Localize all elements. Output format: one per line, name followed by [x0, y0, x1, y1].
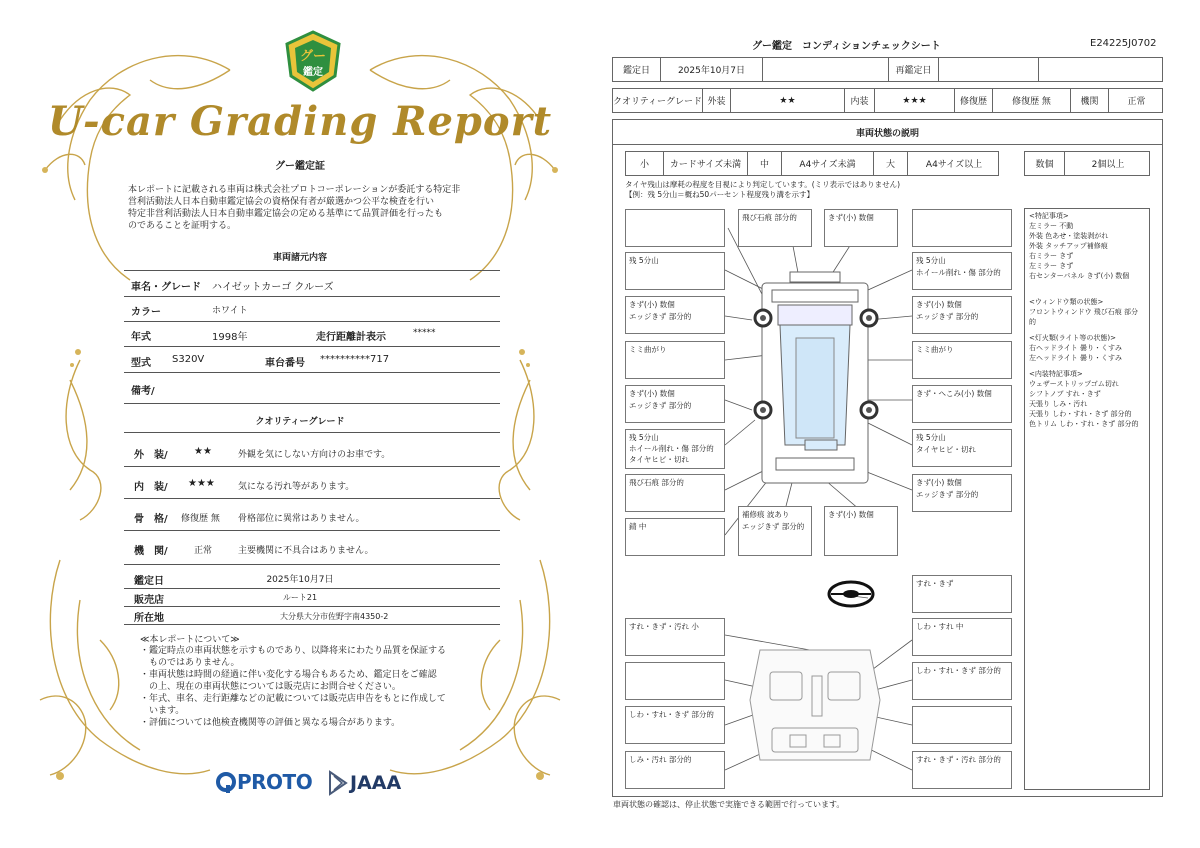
size-large-label: 大 [874, 152, 908, 175]
tire-note-2: 【例：残 5分山＝概ね50パーセント程度残り溝を示す】 [625, 190, 815, 199]
callout-right-arch: ミミ曲がり [912, 341, 1012, 379]
goo-appraisal-badge [283, 30, 343, 92]
model-label: 型式 [131, 358, 151, 369]
appraisal-date-value: 2025年10月7日 [661, 58, 763, 81]
steering-wheel-icon [829, 582, 873, 606]
callout-steering: すれ・きず [912, 575, 1012, 613]
certificate-body [128, 184, 460, 232]
callout-left-front-corner [625, 209, 725, 247]
note-line: 外装 色あせ・塗装剥がれ [1029, 232, 1109, 240]
address-value: 大分県大分市佐野字南4350-2 [280, 612, 389, 621]
shop-value: ルート21 [282, 593, 318, 602]
certificate-line: のであることを証明する。 [128, 221, 237, 231]
callout-right-side-panel: きず・へこみ(小) 数個 [912, 385, 1012, 423]
note-line: 外装 タッチアップ補修痕 [1029, 242, 1108, 250]
callout-top-bumper: 飛び石痕 部分的 [738, 209, 812, 247]
color-value: ホワイト [212, 306, 248, 316]
callout-interior-right-2: しわ・すれ・きず 部分的 [912, 662, 1012, 700]
report-title: U-car Grading Report [47, 98, 553, 145]
mileage-value: ***** [413, 328, 436, 338]
quality-grade-label: クオリティーグレード [613, 89, 703, 112]
appraisal-date-value: 2025年10月7日 [266, 575, 334, 585]
svg-text:グー: グー [299, 49, 327, 64]
callout-left-rear-tire: 残 5分山 ホイール削れ・傷 部分的 タイヤヒビ・切れ [625, 429, 725, 469]
sheet-id: E24225J0702 [1090, 38, 1157, 49]
interior-value: ★★★ [875, 89, 955, 112]
callout-interior-left-3: しわ・すれ・きず 部分的 [625, 706, 725, 744]
mileage-label: 走行距離計表示 [316, 332, 386, 343]
note-line: 左ミラー 不動 [1029, 222, 1074, 230]
exterior-grade-label: 外 装/ [134, 450, 168, 461]
about-item: の上、現在の車両状態については販売店にお問合せください。 [140, 682, 401, 692]
about-item: います。 [140, 706, 185, 716]
proto-mark-icon [215, 771, 237, 793]
count-value: 2個以上 [1091, 160, 1125, 170]
frame-grade-desc: 骨格部位に異常はありません。 [238, 514, 365, 524]
callout-interior-right-1: しわ・すれ 中 [912, 618, 1012, 656]
callout-left-rear-bottom: 錆 中 [625, 518, 725, 556]
state-title: 車両状態の説明 [855, 129, 919, 139]
special-notes-panel [1024, 208, 1150, 790]
repair-history-label: 修復歴 [955, 89, 993, 112]
frame-grade-value: 修復歴 無 [181, 514, 220, 524]
appraisal-date-label: 鑑定日 [613, 58, 661, 81]
about-list [140, 645, 446, 729]
certificate-line: 特定非営利活動法人日本自動車鑑定協会の定める基準にて品質評価を行ったも [128, 209, 444, 219]
remarks-label: 備考/ [131, 386, 155, 397]
size-mid-label: 中 [748, 152, 782, 175]
callout-right-front-tire: 残 5分山 ホイール削れ・傷 部分的 [912, 252, 1012, 290]
callout-right-rear-tire: 残 5分山 タイヤヒビ・切れ [912, 429, 1012, 467]
callout-left-side-panel: きず(小) 数個 エッジきず 部分的 [625, 385, 725, 423]
jaaa-mark-icon [328, 770, 348, 796]
engine-grade-label: 機 関/ [134, 546, 168, 557]
size-small-label: 小 [626, 152, 664, 175]
note-line: 天張り しわ・すれ・きず 部分的 [1029, 410, 1132, 418]
interior-label: 内装 [845, 89, 875, 112]
callout-interior-right-4: すれ・きず・汚れ 部分的 [912, 751, 1012, 789]
jaaa-logo [328, 770, 401, 796]
note-line: <特記事項> [1029, 212, 1069, 220]
engine-grade-value: 正常 [194, 546, 213, 556]
chassis-label: 車台番号 [265, 358, 305, 369]
color-label: カラー [131, 307, 161, 318]
certificate-title: グー鑑定証 [275, 161, 325, 172]
address-label: 所在地 [134, 613, 164, 624]
spec-section-title: 車両諸元内容 [272, 253, 327, 263]
callout-left-front-fender: きず(小) 数個 エッジきず 部分的 [625, 296, 725, 334]
size-small-desc: カードサイズ未満 [664, 152, 748, 175]
model-value: S320V [172, 354, 205, 365]
callout-right-front-corner [912, 209, 1012, 247]
note-line: 右ヘッドライト 曇り・くすみ [1029, 344, 1123, 352]
callout-left-arch: ミミ曲がり [625, 341, 725, 379]
callout-top-hood: きず(小) 数個 [824, 209, 898, 247]
about-item: ・年式、車名、走行距離などの記載については販売店申告をもとに作成して [140, 694, 446, 704]
note-line: <内装特記事項> [1029, 370, 1083, 378]
callout-interior-left-2 [625, 662, 725, 700]
callout-left-rear-corner: 飛び石痕 部分的 [625, 474, 725, 512]
about-item: ・鑑定時点の車両状態を示すものであり、以降将来にわたり品質を保証する [140, 646, 447, 656]
about-title: ≪本レポートについて≫ [140, 635, 240, 645]
engine-value: 正常 [1127, 97, 1146, 107]
exterior-grade-value: ★★ [194, 446, 212, 457]
callout-rear-door: 補修痕 波あり エッジきず 部分的 [738, 506, 812, 556]
tire-note-1: タイヤ残山は摩耗の程度を目視により判定しています。(ミリ表示ではありません) [625, 180, 901, 189]
callout-left-front-tire: 残 5分山 [625, 252, 725, 290]
proto-logo [215, 770, 312, 794]
frame-grade-label: 骨 格/ [134, 514, 168, 525]
jaaa-wordmark: JAAA [350, 772, 402, 794]
about-item: ・評価については他検査機関等の評価と異なる場合があります。 [140, 718, 401, 728]
interior-grade-desc: 気になる汚れ等があります。 [238, 482, 355, 492]
footer-note: 車両状態の確認は、停止状態で実施できる範囲で行っています。 [613, 800, 845, 809]
note-line: 天張り しみ・汚れ [1029, 400, 1088, 408]
note-line: フロントウィンドウ 飛び石痕 部分的 [1029, 308, 1139, 326]
certificate-line: 営利活動法人日本自動車鑑定協会の資格保有者が厳選かつ公平な検査を行い [128, 197, 435, 207]
exterior-value: ★★ [731, 89, 845, 112]
certificate-line: 本レポートに記載される車両は株式会社プロトコーポレーションが委託する特定非 [128, 185, 461, 195]
engine-label: 機関 [1071, 89, 1109, 112]
note-line: 色トリム しわ・すれ・きず 部分的 [1029, 420, 1139, 428]
count-label: 数個 [1025, 152, 1065, 175]
sheet-title: グー鑑定 コンディションチェックシート [752, 41, 941, 52]
car-name-value: ハイゼットカーゴ クルーズ [212, 282, 334, 293]
callout-right-front-fender: きず(小) 数個 エッジきず 部分的 [912, 296, 1012, 334]
car-name-label: 車名・グレード [131, 282, 201, 293]
note-line: 右ミラー きず [1029, 252, 1074, 260]
about-item: ・車両状態は時間の経過に伴い変化する場合もあるため、鑑定日をご確認 [140, 670, 437, 680]
proto-wordmark: PROTO [237, 770, 313, 794]
size-mid-desc: A4サイズ未満 [782, 152, 874, 175]
exterior-label: 外装 [703, 89, 731, 112]
interior-grade-value: ★★★ [188, 478, 215, 489]
quality-section-title: クオリティーグレード [255, 417, 345, 427]
callout-interior-left-1: すれ・きず・汚れ 小 [625, 618, 725, 656]
reappraisal-label: 再鑑定日 [889, 58, 939, 81]
note-line: ウェザーストリップゴム切れ [1029, 380, 1119, 388]
repair-history-value: 修復歴 無 [993, 89, 1071, 112]
callout-interior-right-3 [912, 706, 1012, 744]
year-value: 1998年 [212, 332, 248, 343]
callout-interior-left-4: しみ・汚れ 部分的 [625, 751, 725, 789]
note-line: <ウィンドウ類の状態> [1029, 298, 1104, 306]
note-line: 左ヘッドライト 曇り・くすみ [1029, 354, 1123, 362]
shop-label: 販売店 [134, 595, 164, 606]
note-line: 右センターパネル きず(小) 数個 [1029, 272, 1130, 280]
note-line: シフトノブ すれ・きず [1029, 390, 1101, 398]
callout-right-rear-corner: きず(小) 数個 エッジきず 部分的 [912, 474, 1012, 512]
chassis-value: **********717 [320, 354, 390, 365]
size-large-desc: A4サイズ以上 [925, 160, 983, 170]
appraisal-date-label: 鑑定日 [134, 576, 164, 587]
note-line: <灯火類(ライト等の状態)> [1029, 334, 1116, 342]
interior-grade-label: 内 装/ [134, 482, 168, 493]
svg-text:鑑定: 鑑定 [303, 67, 323, 78]
note-line: 左ミラー きず [1029, 262, 1074, 270]
engine-grade-desc: 主要機関に不具合はありません。 [238, 546, 374, 556]
callout-rear-bumper: きず(小) 数個 [824, 506, 898, 556]
year-label: 年式 [131, 332, 151, 343]
exterior-grade-desc: 外観を気にしない方向けのお車です。 [238, 450, 391, 460]
about-item: ものではありません。 [140, 658, 240, 668]
condition-check-sheet [600, 0, 1200, 848]
